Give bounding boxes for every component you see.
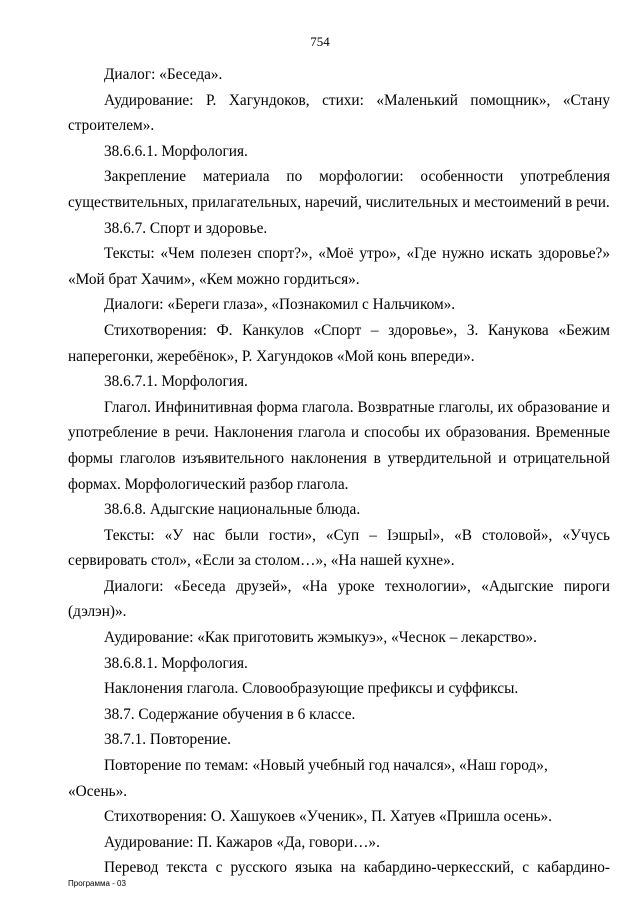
- page-number: 754: [310, 34, 330, 49]
- paragraph: Аудирование: Р. Хагундоков, стихи: «Маленький помощник», «Стану строителем».: [68, 91, 610, 135]
- paragraph: Повторение по темам: «Новый учебный год начался», «Наш город», «Осень».: [68, 757, 548, 800]
- section-heading: 38.7.1. Повторение.: [104, 731, 231, 749]
- paragraph: Диалог: «Беседа».: [104, 66, 223, 83]
- paragraph: Аудирование: П. Кажаров «Да, говори…».: [104, 833, 380, 851]
- paragraph: Диалоги: «Береги глаза», «Познакомил с Нальчиком».: [104, 296, 456, 314]
- paragraph: Стихотворения: Ф. Канкулов «Спорт – здоровье», З. Канукова «Бежим наперегонки, жеребёнок», Р. Хагундоков «Мой конь впереди».: [68, 321, 610, 365]
- section-heading: 38.6.8. Адыгские национальные блюда.: [104, 501, 361, 519]
- body-text: [68, 62, 610, 881]
- paragraph: Диалоги: «Беседа друзей», «На уроке технологии», «Адыгские пироги (дэлэн)».: [68, 577, 610, 621]
- section-heading: 38.7. Содержание обучения в 6 классе.: [104, 705, 356, 723]
- section-heading: 38.6.6.1. Морфология.: [104, 142, 248, 160]
- footer-label: Программа - 03: [68, 879, 126, 888]
- paragraph: Стихотворения: О. Хашукоев «Ученик», П. Хатуев «Пришла осень».: [104, 808, 552, 826]
- paragraph: Глагол. Инфинитивная форма глагола. Возвратные глаголы, их образование и употребление в речи. Наклонения глагола и способы их образования. Временные формы глаголов изъявительного наклонения в утвердительной и отрицательной формах. Морфологический разбор глагола.: [68, 398, 610, 493]
- paragraph: Тексты: «Чем полезен спорт?», «Моё утро», «Где нужно искать здоровье?» «Мой брат Хачим», «Кем можно гордиться».: [68, 245, 610, 288]
- paragraph: Перевод текста с русского языка на кабардино-черкесский, с кабардино-: [104, 859, 610, 877]
- section-heading: 38.6.7. Спорт и здоровье.: [104, 219, 268, 237]
- section-heading: 38.6.8.1. Морфология.: [104, 654, 248, 672]
- paragraph: Тексты: «У нас были гости», «Суп – Iэшрыl», «В столовой», «Учусь сервировать стол», «Если за столом…», «На нашей кухне».: [68, 526, 610, 570]
- paragraph: Закрепление материала по морфологии: особенности употребления существительных, прилагательных, наречий, числительных и местоимений в речи.: [68, 168, 610, 211]
- section-heading: 38.6.7.1. Морфология.: [104, 373, 248, 391]
- paragraph: Наклонения глагола. Словообразующие префиксы и суффиксы.: [104, 680, 519, 698]
- paragraph: Аудирование: «Как приготовить жэмыкуэ», «Чеснок – лекарство».: [104, 629, 537, 647]
